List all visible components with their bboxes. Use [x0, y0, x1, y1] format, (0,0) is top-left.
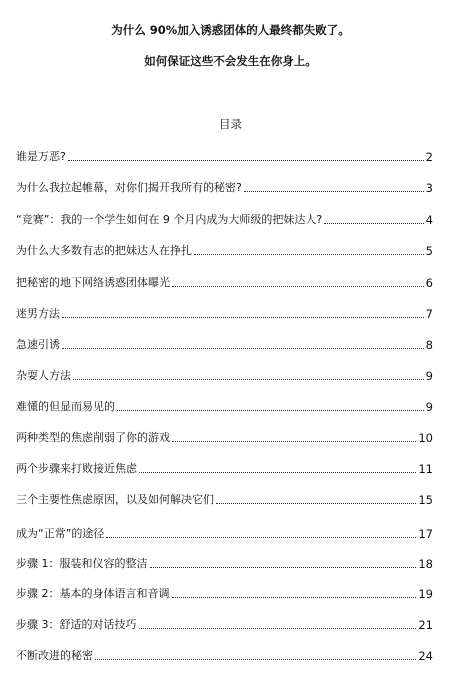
toc-entry-label: 三个主要性焦虑原因，以及如何解决它们	[16, 493, 214, 506]
toc-entry[interactable]	[16, 553, 433, 571]
toc-dot-leader	[95, 659, 416, 660]
toc-entry-page-number: 4	[425, 213, 433, 227]
toc-entry-page-number: 21	[418, 618, 433, 632]
toc-entry-page-number: 10	[418, 431, 433, 445]
toc-entry-label: 两种类型的焦虑削弱了你的游戏	[16, 431, 170, 444]
toc-entry-page-number: 7	[425, 307, 433, 321]
toc-dot-leader	[139, 472, 416, 473]
toc-entry-page-number: 3	[425, 181, 433, 195]
toc-entry-label: 步骤 1：服装和仪容的整洁	[16, 557, 148, 570]
toc-entry-label: 迷男方法	[16, 307, 60, 320]
toc-entry[interactable]	[16, 523, 433, 541]
toc-dot-leader	[244, 191, 424, 192]
toc-entry[interactable]	[16, 583, 433, 601]
toc-dot-leader	[73, 379, 424, 380]
document-subtitle: 如何保证这些不会发生在你身上。	[144, 54, 317, 68]
toc-entry-page-number: 11	[418, 462, 433, 476]
toc-entry[interactable]	[16, 272, 433, 290]
toc-entry-page-number: 15	[418, 493, 433, 507]
toc-entry-label: 步骤 3：舒适的对话技巧	[16, 618, 137, 631]
toc-dot-leader	[106, 537, 416, 538]
toc-entry-label: 把秘密的地下网络诱惑团体曝光	[16, 276, 170, 289]
toc-entry-page-number: 17	[418, 527, 433, 541]
toc-dot-leader	[150, 567, 417, 568]
toc-entry-page-number: 2	[425, 150, 433, 164]
toc-entry[interactable]	[16, 334, 433, 352]
toc-entry-label: 不断改进的秘密	[16, 649, 93, 662]
toc-entry-label: 为什么大多数有志的把妹达人在挣扎	[16, 244, 192, 257]
toc-dot-leader	[172, 597, 417, 598]
toc-dot-leader	[139, 628, 417, 629]
toc-entry-label: 为什么我拉起帷幕，对你们揭开我所有的秘密?	[16, 181, 242, 194]
toc-entry-label: 两个步骤来打败接近焦虑	[16, 462, 137, 475]
toc-entry-label: 难懂的但显而易见的	[16, 400, 115, 413]
toc-entry[interactable]	[16, 489, 433, 507]
toc-entry[interactable]	[16, 177, 433, 195]
toc-entry-page-number: 24	[418, 649, 433, 663]
toc-entry[interactable]	[16, 146, 433, 164]
toc-entry-label: 杂耍人方法	[16, 369, 71, 382]
toc-entry-page-number: 9	[425, 369, 433, 383]
toc-entry[interactable]	[16, 645, 433, 663]
toc-entry[interactable]	[16, 209, 433, 227]
toc-entry[interactable]	[16, 614, 433, 632]
toc-title: 目录	[219, 117, 242, 131]
toc-dot-leader	[117, 410, 424, 411]
toc-dot-leader	[172, 441, 416, 442]
toc-entry-label: 步骤 2：基本的身体语言和音调	[16, 587, 170, 600]
toc-dot-leader	[68, 160, 424, 161]
toc-entry-page-number: 19	[418, 587, 433, 601]
toc-dot-leader	[324, 223, 423, 224]
toc-dot-leader	[194, 254, 424, 255]
toc-entry[interactable]	[16, 427, 433, 445]
document-title: 为什么 90%加入诱惑团体的人最终都失败了。	[111, 23, 350, 37]
toc-entry-page-number: 18	[418, 557, 433, 571]
toc-entry[interactable]	[16, 240, 433, 258]
toc-entry-label: “竞赛”：我的一个学生如何在 9 个月内成为大师级的把妹达人?	[16, 213, 323, 226]
toc-dot-leader	[172, 286, 424, 287]
toc-entry-label: 成为“正常”的途径	[16, 527, 105, 540]
toc-entry-page-number: 5	[425, 244, 433, 258]
toc-entry-page-number: 9	[425, 400, 433, 414]
toc-entry[interactable]	[16, 396, 433, 414]
toc-entry[interactable]	[16, 303, 433, 321]
toc-entry-page-number: 8	[425, 338, 433, 352]
toc-dot-leader	[62, 348, 424, 349]
toc-dot-leader	[216, 503, 416, 504]
toc-entry-page-number: 6	[425, 276, 433, 290]
toc-entry-label: 谁是万恶?	[16, 150, 66, 163]
toc-entry-label: 急速引诱	[16, 338, 60, 351]
toc-entry[interactable]	[16, 365, 433, 383]
toc-dot-leader	[62, 317, 424, 318]
toc-entry[interactable]	[16, 458, 433, 476]
